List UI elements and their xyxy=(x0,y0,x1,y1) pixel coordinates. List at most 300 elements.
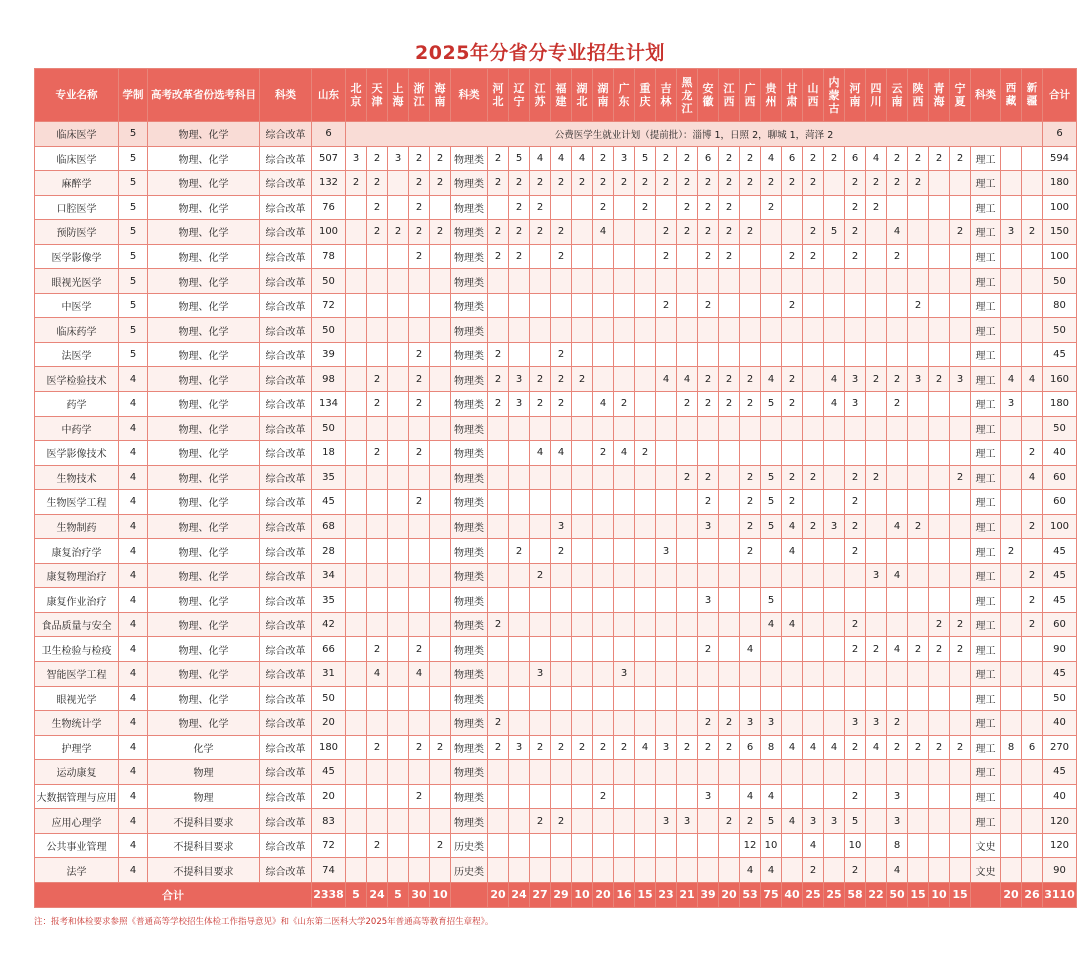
table-cell: 6 xyxy=(740,735,761,760)
table-cell xyxy=(845,416,866,441)
table-cell: 综合改革 xyxy=(260,416,312,441)
table-cell xyxy=(677,490,698,515)
table-cell xyxy=(824,441,845,466)
table-cell xyxy=(866,490,887,515)
table-cell xyxy=(908,833,929,858)
table-cell: 74 xyxy=(312,858,346,883)
table-cell: 160 xyxy=(1043,367,1077,392)
table-cell xyxy=(866,662,887,687)
table-cell: 物理类 xyxy=(451,146,488,171)
table-cell xyxy=(551,416,572,441)
table-cell xyxy=(367,809,388,834)
table-cell xyxy=(740,244,761,269)
table-cell xyxy=(614,244,635,269)
table-cell xyxy=(551,760,572,785)
table-cell: 3 xyxy=(740,711,761,736)
total-cell: 22 xyxy=(866,882,887,907)
table-cell xyxy=(740,563,761,588)
table-cell: 2 xyxy=(346,171,367,196)
table-cell: 2 xyxy=(719,735,740,760)
table-cell xyxy=(614,318,635,343)
column-header: 内蒙古 xyxy=(824,69,845,122)
table-cell: 2 xyxy=(698,367,719,392)
table-cell xyxy=(388,784,409,809)
table-cell xyxy=(656,490,677,515)
table-cell xyxy=(887,465,908,490)
table-cell xyxy=(803,342,824,367)
table-cell: 理工 xyxy=(971,171,1001,196)
table-row xyxy=(35,441,1077,466)
table-cell xyxy=(530,686,551,711)
table-cell: 50 xyxy=(1043,686,1077,711)
table-cell xyxy=(635,784,656,809)
table-cell: 2 xyxy=(677,465,698,490)
table-cell xyxy=(656,686,677,711)
table-cell: 综合改革 xyxy=(260,784,312,809)
table-cell xyxy=(803,784,824,809)
table-cell: 理工 xyxy=(971,195,1001,220)
table-cell xyxy=(761,539,782,564)
table-cell xyxy=(887,662,908,687)
table-cell: 物理、化学 xyxy=(148,563,260,588)
table-cell: 4 xyxy=(1022,465,1043,490)
table-cell: 物理类 xyxy=(451,612,488,637)
table-cell xyxy=(929,784,950,809)
table-cell xyxy=(614,612,635,637)
table-cell xyxy=(430,244,451,269)
table-cell: 5 xyxy=(761,514,782,539)
table-cell xyxy=(388,195,409,220)
table-cell xyxy=(614,514,635,539)
table-cell: 45 xyxy=(1043,563,1077,588)
table-cell xyxy=(388,686,409,711)
table-cell: 综合改革 xyxy=(260,146,312,171)
table-cell: 物理 xyxy=(148,784,260,809)
table-cell xyxy=(866,588,887,613)
table-cell xyxy=(929,490,950,515)
table-cell: 理工 xyxy=(971,539,1001,564)
table-cell: 化学 xyxy=(148,735,260,760)
table-cell: 2 xyxy=(530,735,551,760)
table-cell xyxy=(346,858,367,883)
table-cell xyxy=(635,686,656,711)
table-cell: 综合改革 xyxy=(260,735,312,760)
table-cell xyxy=(824,318,845,343)
table-cell xyxy=(346,416,367,441)
table-cell: 3 xyxy=(1001,220,1022,245)
table-cell xyxy=(698,760,719,785)
table-cell: 4 xyxy=(119,809,148,834)
table-cell xyxy=(346,220,367,245)
table-cell: 45 xyxy=(1043,662,1077,687)
table-cell: 2 xyxy=(1022,563,1043,588)
table-cell: 2 xyxy=(950,146,971,171)
table-cell: 4 xyxy=(824,367,845,392)
table-cell xyxy=(551,858,572,883)
table-cell: 2 xyxy=(367,146,388,171)
table-cell xyxy=(761,441,782,466)
table-row xyxy=(35,784,1077,809)
major-name: 食品质量与安全 xyxy=(35,612,119,637)
table-cell xyxy=(551,293,572,318)
table-cell xyxy=(845,342,866,367)
table-cell xyxy=(929,171,950,196)
table-cell xyxy=(388,342,409,367)
table-cell xyxy=(388,858,409,883)
table-cell xyxy=(824,171,845,196)
table-cell xyxy=(782,563,803,588)
total-cell: 16 xyxy=(614,882,635,907)
table-cell: 2 xyxy=(509,220,530,245)
table-cell xyxy=(740,686,761,711)
table-cell: 4 xyxy=(887,858,908,883)
table-cell xyxy=(530,637,551,662)
table-row xyxy=(35,686,1077,711)
table-cell: 40 xyxy=(1043,784,1077,809)
table-cell: 2 xyxy=(530,367,551,392)
table-cell xyxy=(551,269,572,294)
table-cell xyxy=(367,416,388,441)
table-cell xyxy=(509,686,530,711)
table-cell: 4 xyxy=(887,220,908,245)
table-cell xyxy=(761,293,782,318)
table-cell: 物理、化学 xyxy=(148,195,260,220)
table-cell xyxy=(572,441,593,466)
table-cell xyxy=(950,539,971,564)
table-cell xyxy=(572,490,593,515)
table-cell xyxy=(887,760,908,785)
table-cell xyxy=(1001,490,1022,515)
table-cell xyxy=(572,760,593,785)
table-row xyxy=(35,735,1077,760)
total-label: 合计 xyxy=(35,882,312,907)
table-cell: 2 xyxy=(866,465,887,490)
table-cell: 2 xyxy=(845,735,866,760)
table-cell: 2 xyxy=(430,171,451,196)
table-cell: 2 xyxy=(409,367,430,392)
table-cell xyxy=(346,760,367,785)
table-cell xyxy=(551,465,572,490)
column-header: 云南 xyxy=(887,69,908,122)
table-cell: 3 xyxy=(698,784,719,809)
table-cell xyxy=(509,563,530,588)
table-cell: 4 xyxy=(119,686,148,711)
table-cell: 4 xyxy=(119,735,148,760)
table-cell: 98 xyxy=(312,367,346,392)
table-cell xyxy=(950,809,971,834)
table-cell: 2 xyxy=(388,220,409,245)
table-cell xyxy=(719,342,740,367)
table-cell xyxy=(1001,318,1022,343)
table-cell: 2 xyxy=(409,392,430,417)
table-cell xyxy=(346,809,367,834)
table-cell xyxy=(593,318,614,343)
table-cell: 6 xyxy=(698,146,719,171)
table-cell: 2 xyxy=(593,195,614,220)
table-cell xyxy=(866,416,887,441)
column-header: 西藏 xyxy=(1001,69,1022,122)
table-cell: 物理、化学 xyxy=(148,637,260,662)
table-cell: 180 xyxy=(1043,171,1077,196)
table-cell xyxy=(388,318,409,343)
table-cell: 2 xyxy=(551,367,572,392)
table-cell xyxy=(367,612,388,637)
table-cell xyxy=(929,563,950,588)
table-cell xyxy=(509,416,530,441)
table-cell: 物理类 xyxy=(451,171,488,196)
column-header: 甘肃 xyxy=(782,69,803,122)
table-cell: 历史类 xyxy=(451,833,488,858)
table-cell xyxy=(656,342,677,367)
table-cell xyxy=(929,662,950,687)
table-cell: 2 xyxy=(740,392,761,417)
table-cell xyxy=(1022,195,1043,220)
table-cell xyxy=(1022,293,1043,318)
table-cell xyxy=(761,318,782,343)
table-cell xyxy=(572,416,593,441)
table-cell xyxy=(635,539,656,564)
table-cell: 72 xyxy=(312,833,346,858)
table-cell xyxy=(572,711,593,736)
table-cell xyxy=(346,637,367,662)
table-cell: 2 xyxy=(677,220,698,245)
table-cell xyxy=(929,269,950,294)
table-cell xyxy=(530,244,551,269)
table-cell: 2 xyxy=(845,637,866,662)
major-name: 预防医学 xyxy=(35,220,119,245)
table-cell: 4 xyxy=(635,735,656,760)
major-name: 生物统计学 xyxy=(35,711,119,736)
table-cell xyxy=(1022,858,1043,883)
table-cell: 5 xyxy=(119,244,148,269)
table-cell xyxy=(409,514,430,539)
table-cell xyxy=(929,588,950,613)
table-cell: 2 xyxy=(635,195,656,220)
table-cell xyxy=(509,490,530,515)
table-cell xyxy=(656,784,677,809)
table-cell: 综合改革 xyxy=(260,686,312,711)
total-cell: 3110 xyxy=(1043,882,1077,907)
table-cell xyxy=(635,612,656,637)
table-cell xyxy=(887,195,908,220)
table-cell: 理工 xyxy=(971,514,1001,539)
table-cell: 4 xyxy=(119,784,148,809)
table-cell xyxy=(430,588,451,613)
table-cell xyxy=(409,416,430,441)
table-row xyxy=(35,465,1077,490)
table-cell: 4 xyxy=(782,735,803,760)
table-cell xyxy=(409,686,430,711)
table-cell xyxy=(1001,833,1022,858)
table-cell xyxy=(656,465,677,490)
table-cell xyxy=(635,465,656,490)
total-cell: 20 xyxy=(488,882,509,907)
table-cell: 2 xyxy=(887,146,908,171)
table-cell xyxy=(887,490,908,515)
table-cell: 3 xyxy=(887,809,908,834)
table-cell: 3 xyxy=(656,809,677,834)
table-cell xyxy=(677,612,698,637)
table-cell xyxy=(388,588,409,613)
table-cell xyxy=(530,465,551,490)
table-cell xyxy=(614,539,635,564)
table-cell: 2 xyxy=(1022,441,1043,466)
table-cell: 理工 xyxy=(971,809,1001,834)
table-row xyxy=(35,490,1077,515)
table-cell xyxy=(1001,662,1022,687)
column-header: 海南 xyxy=(430,69,451,122)
table-cell xyxy=(929,441,950,466)
table-cell xyxy=(845,588,866,613)
total-cell: 5 xyxy=(346,882,367,907)
table-cell xyxy=(509,318,530,343)
table-cell xyxy=(1001,342,1022,367)
table-cell: 132 xyxy=(312,171,346,196)
table-cell: 物理、化学 xyxy=(148,465,260,490)
table-cell xyxy=(803,612,824,637)
table-cell: 4 xyxy=(551,146,572,171)
table-cell xyxy=(824,711,845,736)
major-name: 智能医学工程 xyxy=(35,662,119,687)
table-cell: 2 xyxy=(509,195,530,220)
table-cell: 物理类 xyxy=(451,809,488,834)
table-cell xyxy=(572,858,593,883)
table-cell xyxy=(530,342,551,367)
table-cell xyxy=(488,416,509,441)
table-cell xyxy=(388,367,409,392)
table-cell: 物理 xyxy=(148,760,260,785)
table-cell xyxy=(1001,711,1022,736)
table-cell xyxy=(1001,465,1022,490)
page-title: 2025年分省分专业招生计划 xyxy=(415,42,665,64)
table-cell xyxy=(530,833,551,858)
table-cell: 2 xyxy=(698,220,719,245)
table-cell: 2 xyxy=(761,171,782,196)
table-cell xyxy=(824,490,845,515)
table-cell xyxy=(430,195,451,220)
table-cell: 2 xyxy=(908,171,929,196)
table-cell xyxy=(719,293,740,318)
table-cell xyxy=(488,539,509,564)
table-cell: 3 xyxy=(698,588,719,613)
table-cell: 理工 xyxy=(971,441,1001,466)
table-cell: 3 xyxy=(824,809,845,834)
table-row xyxy=(35,711,1077,736)
table-cell xyxy=(677,760,698,785)
total-cell: 26 xyxy=(1022,882,1043,907)
table-cell xyxy=(740,416,761,441)
table-cell: 4 xyxy=(761,612,782,637)
table-cell xyxy=(488,441,509,466)
table-cell: 2 xyxy=(593,441,614,466)
table-cell xyxy=(367,858,388,883)
table-cell xyxy=(1001,146,1022,171)
table-cell: 2 xyxy=(430,833,451,858)
table-cell: 3 xyxy=(551,514,572,539)
table-cell xyxy=(430,465,451,490)
table-cell xyxy=(824,244,845,269)
table-cell xyxy=(1022,490,1043,515)
table-cell xyxy=(740,760,761,785)
table-cell xyxy=(551,195,572,220)
table-cell xyxy=(1001,171,1022,196)
major-name: 公共事业管理 xyxy=(35,833,119,858)
table-cell: 2 xyxy=(367,735,388,760)
table-cell: 2 xyxy=(866,637,887,662)
table-cell: 2 xyxy=(509,539,530,564)
table-cell xyxy=(593,293,614,318)
table-cell: 2 xyxy=(908,514,929,539)
table-cell xyxy=(950,514,971,539)
table-cell xyxy=(346,342,367,367)
table-cell: 31 xyxy=(312,662,346,687)
table-cell: 理工 xyxy=(971,367,1001,392)
table-cell xyxy=(908,465,929,490)
table-cell xyxy=(824,563,845,588)
table-cell: 综合改革 xyxy=(260,490,312,515)
table-cell: 4 xyxy=(119,612,148,637)
table-cell xyxy=(656,711,677,736)
table-cell xyxy=(551,612,572,637)
table-cell xyxy=(614,563,635,588)
table-cell xyxy=(430,490,451,515)
table-cell xyxy=(367,342,388,367)
table-cell xyxy=(1022,662,1043,687)
table-cell xyxy=(761,416,782,441)
table-cell xyxy=(572,220,593,245)
table-cell: 综合改革 xyxy=(260,342,312,367)
table-cell xyxy=(430,514,451,539)
table-cell: 2 xyxy=(698,392,719,417)
table-cell xyxy=(1022,539,1043,564)
table-cell: 2 xyxy=(677,146,698,171)
table-cell xyxy=(430,760,451,785)
table-cell xyxy=(509,760,530,785)
table-cell xyxy=(409,465,430,490)
column-header: 吉林 xyxy=(656,69,677,122)
major-name: 临床药学 xyxy=(35,318,119,343)
table-cell: 180 xyxy=(312,735,346,760)
major-name: 眼视光学 xyxy=(35,686,119,711)
table-cell xyxy=(824,760,845,785)
table-cell: 5 xyxy=(119,122,148,147)
table-cell xyxy=(761,342,782,367)
table-cell: 180 xyxy=(1043,392,1077,417)
column-header: 辽宁 xyxy=(509,69,530,122)
table-cell: 4 xyxy=(119,760,148,785)
table-cell: 50 xyxy=(312,686,346,711)
table-cell xyxy=(782,662,803,687)
table-cell: 2 xyxy=(950,735,971,760)
table-cell xyxy=(509,809,530,834)
table-cell: 2 xyxy=(845,171,866,196)
table-cell xyxy=(719,416,740,441)
table-cell xyxy=(1001,441,1022,466)
table-cell: 2 xyxy=(530,171,551,196)
total-cell: 20 xyxy=(593,882,614,907)
table-cell: 物理、化学 xyxy=(148,293,260,318)
table-cell xyxy=(824,465,845,490)
table-cell: 3 xyxy=(845,711,866,736)
table-cell: 2 xyxy=(845,539,866,564)
total-cell: 29 xyxy=(551,882,572,907)
table-cell: 4 xyxy=(740,858,761,883)
table-cell xyxy=(346,735,367,760)
table-cell: 物理、化学 xyxy=(148,171,260,196)
table-cell xyxy=(845,686,866,711)
table-row xyxy=(35,833,1077,858)
table-cell xyxy=(803,760,824,785)
